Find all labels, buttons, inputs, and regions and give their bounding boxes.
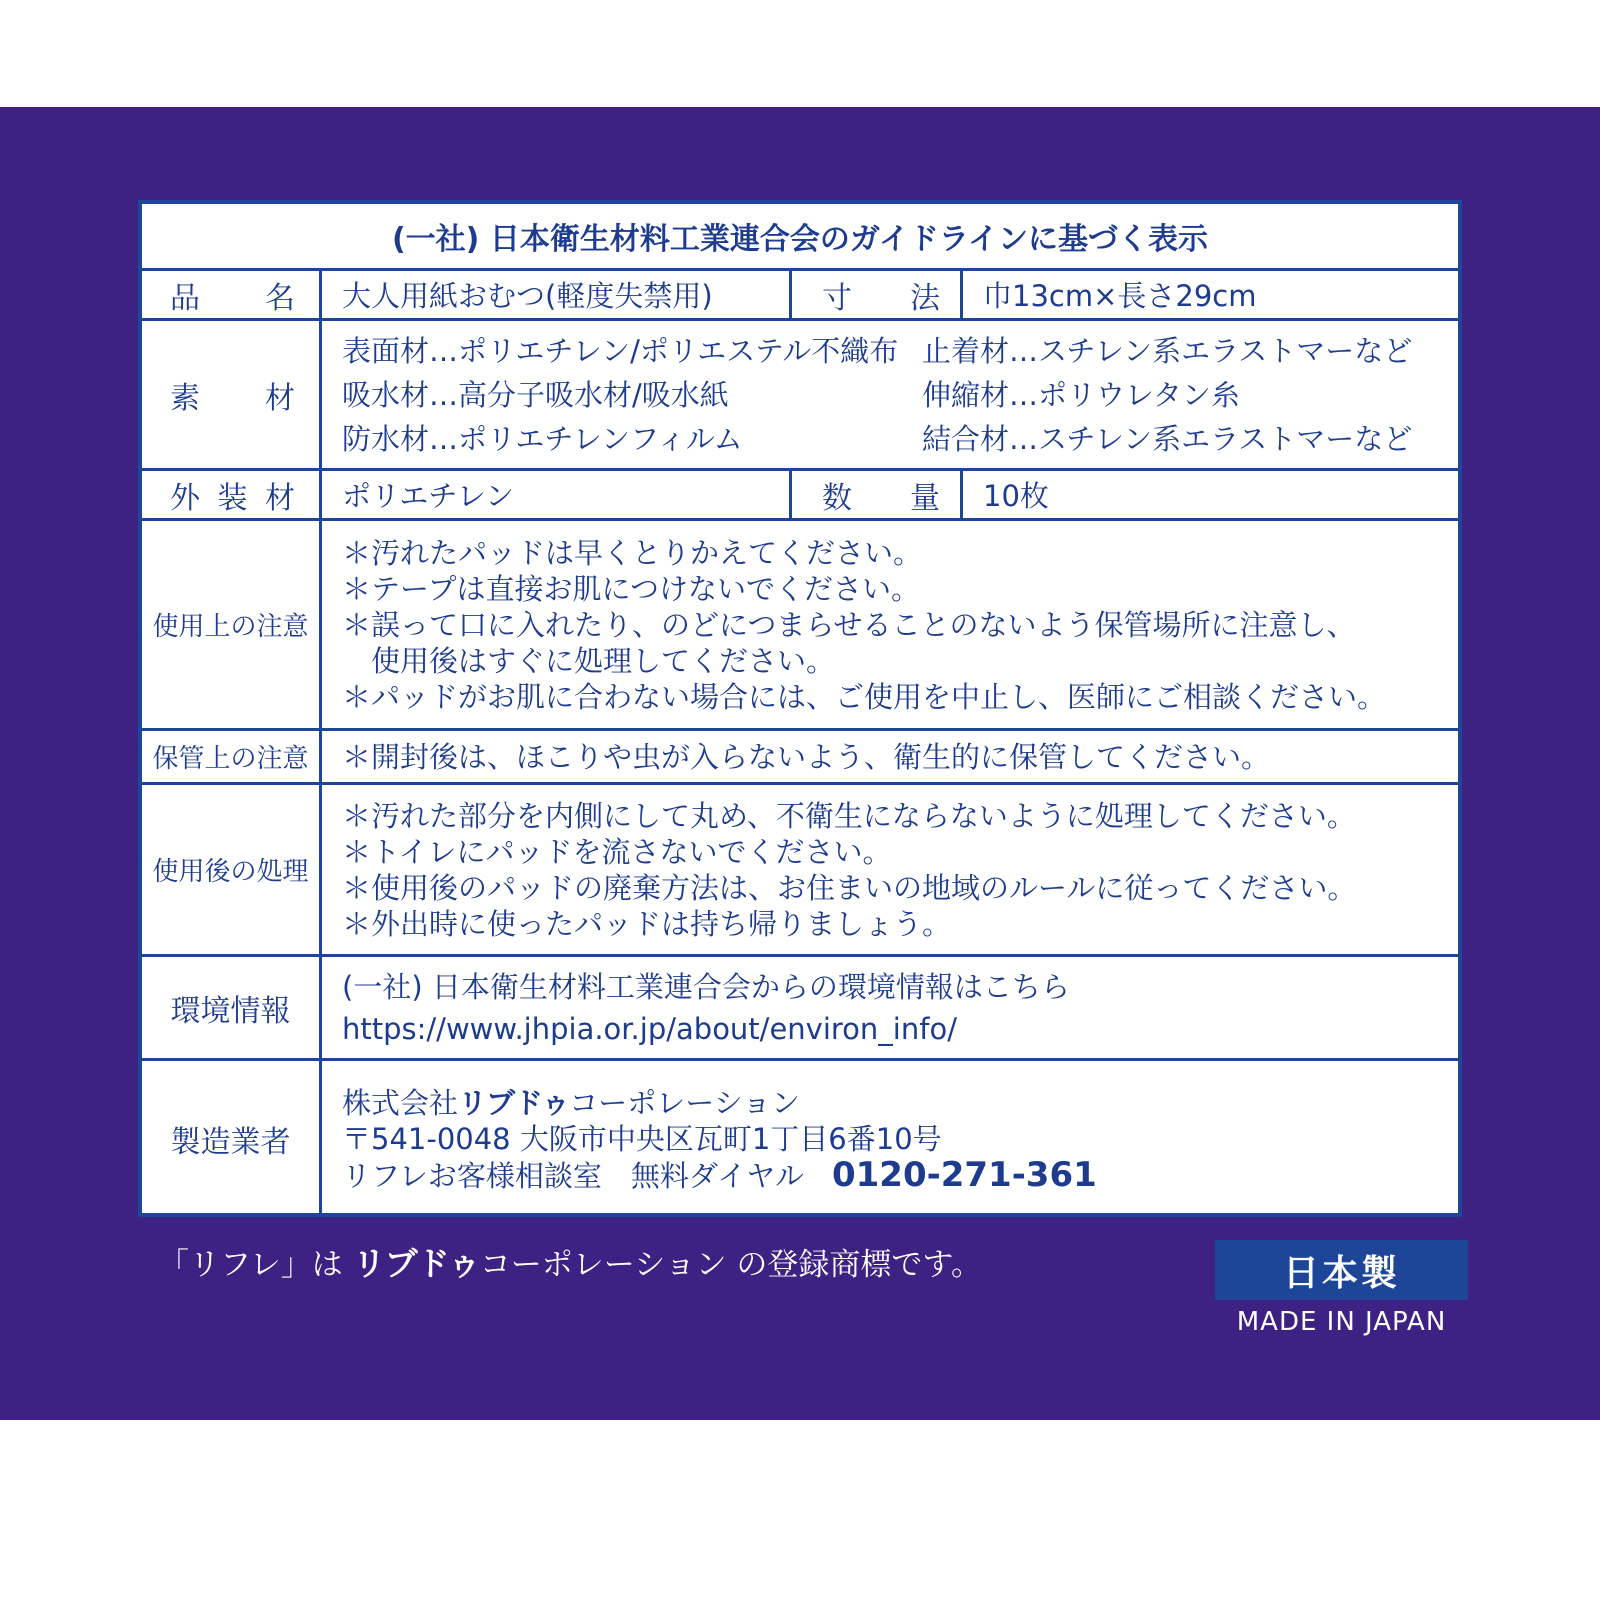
product-name-value: 大人用紙おむつ(軽度失禁用) <box>342 279 713 313</box>
material-item: 伸縮材…ポリウレタン糸 <box>922 377 1240 412</box>
usage-caution-label: 使用上の注意 <box>142 521 322 728</box>
phone-number: 0120-271-361 <box>831 1154 1097 1195</box>
storage-caution-label: 保管上の注意 <box>142 731 322 782</box>
product-info-table <box>138 200 1462 1217</box>
row-storage-caution <box>142 731 1458 785</box>
materials-left-column <box>342 321 898 468</box>
storage-caution-text <box>322 731 1458 782</box>
label-char: 材 <box>265 480 295 516</box>
company-name <box>342 1085 800 1121</box>
made-in-japan-text: MADE IN JAPAN <box>1236 1307 1447 1337</box>
caution-line: ＊開封後は、ほこりや虫が入らないよう、衛生的に保管してください。 <box>342 739 1271 774</box>
disposal-line: ＊外出時に使ったパッドは持ち帰りましょう。 <box>342 906 952 941</box>
material-item: 結合材…スチレン系エラストマーなど <box>922 421 1413 456</box>
caution-line: ＊汚れたパッドは早くとりかえてください。 <box>342 535 923 570</box>
contact-label: リフレお客様相談室 無料ダイヤル <box>342 1158 804 1193</box>
environment-line: (一社) 日本衛生材料工業連合会からの環境情報はこちら <box>342 969 1070 1004</box>
environment-url[interactable]: https://www.jhpia.or.jp/about/environ_info/ <box>342 1011 957 1046</box>
row-disposal <box>142 785 1458 957</box>
disposal-text <box>322 785 1458 954</box>
row-environment <box>142 957 1458 1061</box>
trademark-brand: リブドゥ <box>352 1244 480 1283</box>
caution-line: ＊テープは直接お肌につけないでください。 <box>342 571 920 606</box>
disposal-line: ＊トイレにパッドを流さないでください。 <box>342 834 892 869</box>
environment-label: 環境情報 <box>142 957 322 1058</box>
manufacturer-label: 製造業者 <box>142 1061 322 1217</box>
material-item: 表面材…ポリエチレン/ポリエステル不織布 <box>342 333 899 368</box>
row-product-name <box>142 271 1458 321</box>
row-packaging <box>142 471 1458 521</box>
dimensions-value: 巾13cm×長さ29cm <box>983 279 1257 313</box>
quantity-label <box>789 471 963 518</box>
company-suffix: コーポレーション <box>569 1085 801 1120</box>
label-char: 数 <box>822 480 852 516</box>
material-item: 止着材…スチレン系エラストマーなど <box>922 333 1413 368</box>
disposal-line: ＊汚れた部分を内側にして丸め、不衛生にならないように処理してください。 <box>342 798 1356 833</box>
company-prefix: 株式会社 <box>342 1085 459 1120</box>
table-header: (一社) 日本衛生材料工業連合会のガイドラインに基づく表示 <box>142 204 1458 271</box>
materials-label <box>142 321 322 468</box>
material-item: 防水材…ポリエチレンフィルム <box>342 421 743 456</box>
caution-line: ＊誤って口に入れたり、のどにつまらせることのないよう保管場所に注意し、 <box>342 607 1356 642</box>
label-char: 量 <box>910 480 940 516</box>
row-manufacturer <box>142 1061 1458 1217</box>
trademark-prefix: 「リフレ」は <box>158 1247 353 1283</box>
row-usage-caution <box>142 521 1458 731</box>
environment-text <box>322 957 1458 1058</box>
trademark-brand-suffix: コーポレーション <box>479 1247 727 1283</box>
label-char: 装 <box>217 480 248 516</box>
label-char: 材 <box>265 380 295 416</box>
label-char: 外 <box>170 480 200 516</box>
label-char: 寸 <box>822 280 852 316</box>
trademark-notice <box>158 1238 982 1285</box>
label-char: 素 <box>170 380 200 416</box>
materials-right-column <box>922 321 1412 468</box>
product-name-label <box>142 271 322 318</box>
trademark-suffix: の登録商標です。 <box>726 1247 982 1283</box>
company-brand: リブドゥ <box>458 1085 570 1120</box>
dimensions-label <box>789 271 963 318</box>
usage-caution-text <box>322 521 1458 728</box>
company-address: 〒541-0048 大阪市中央区瓦町1丁目6番10号 <box>342 1121 942 1156</box>
made-in-japan-badge: 日本製 <box>1215 1240 1468 1300</box>
row-materials <box>142 321 1458 471</box>
label-char: 品 <box>170 280 200 316</box>
packaging-label <box>142 471 322 518</box>
label-char: 法 <box>910 280 940 316</box>
quantity-value: 10枚 <box>983 479 1049 513</box>
manufacturer-text <box>322 1061 1458 1217</box>
label-char: 名 <box>265 280 295 316</box>
disposal-label: 使用後の処理 <box>142 785 322 954</box>
caution-line: 使用後はすぐに処理してください。 <box>342 643 836 678</box>
caution-line: ＊パッドがお肌に合わない場合には、ご使用を中止し、医師にご相談ください。 <box>342 679 1387 714</box>
material-item: 吸水材…高分子吸水材/吸水紙 <box>342 377 729 412</box>
disposal-line: ＊使用後のパッドの廃棄方法は、お住まいの地域のルールに従ってください。 <box>342 870 1357 905</box>
contact-line <box>342 1154 1097 1195</box>
packaging-value: ポリエチレン <box>342 479 515 513</box>
